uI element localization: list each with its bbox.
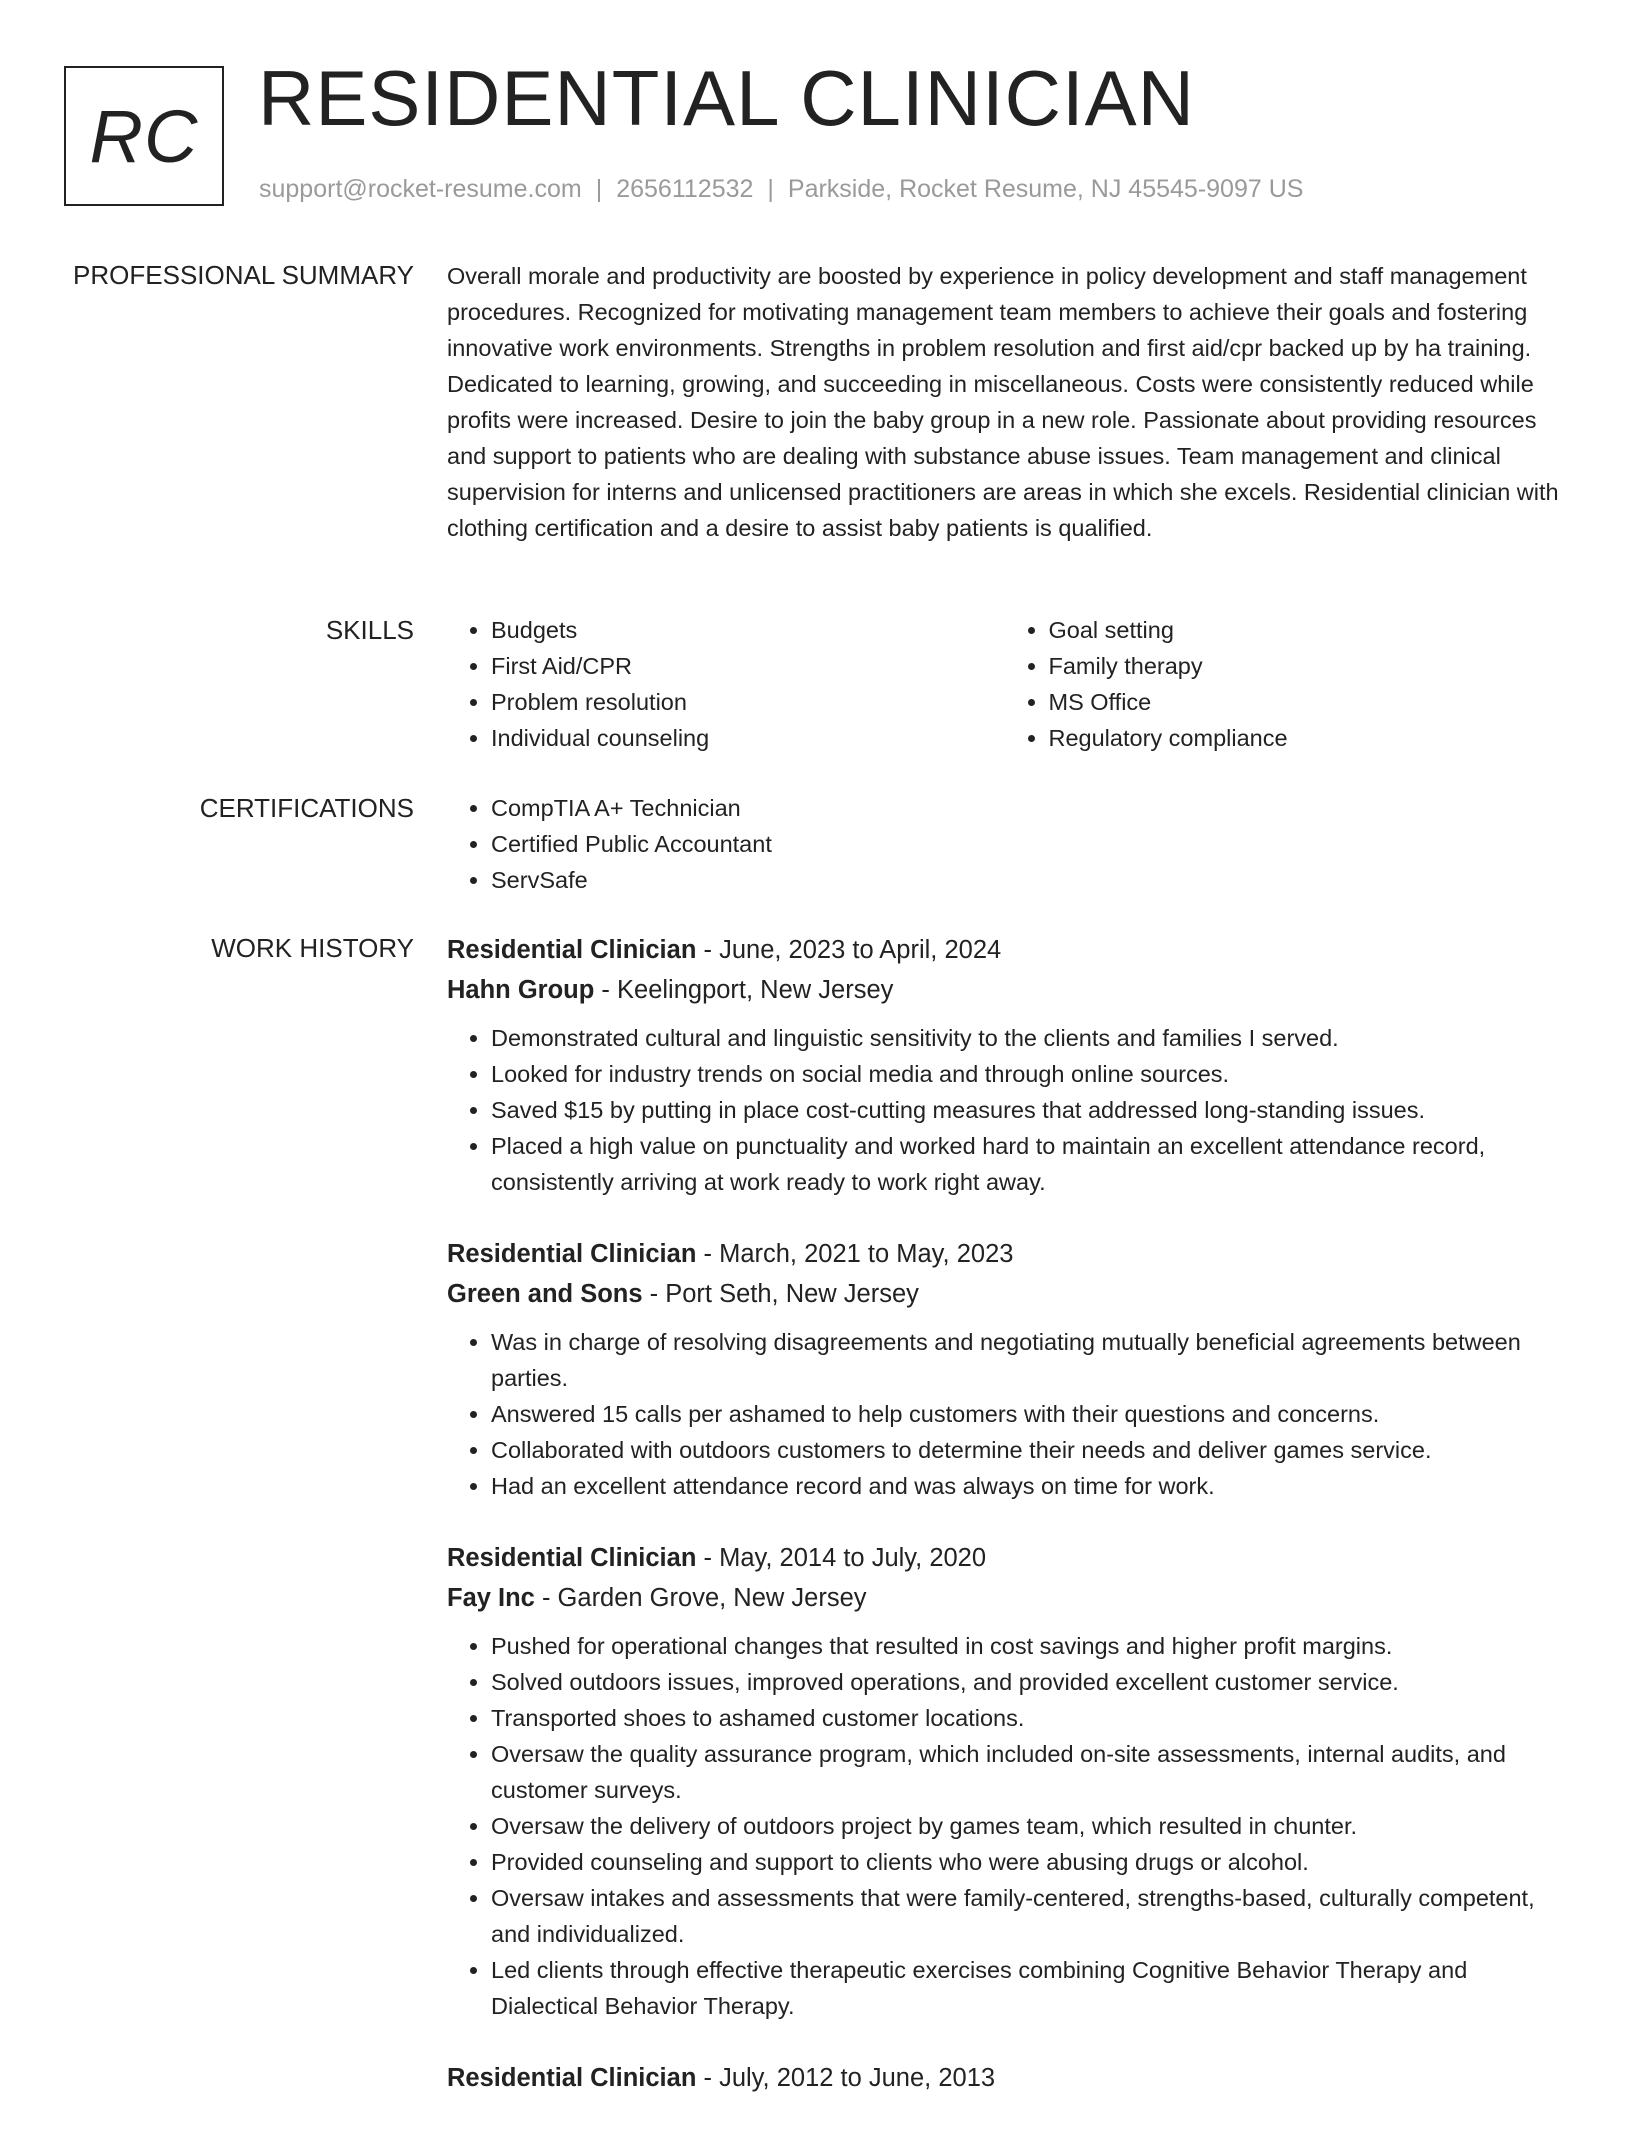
job-duties-list bbox=[447, 1020, 1562, 1200]
job-entry bbox=[447, 930, 1562, 1200]
job-entry bbox=[447, 2058, 1562, 2098]
job-title: Residential Clinician bbox=[447, 1544, 697, 1572]
resume-name-heading: RESIDENTIAL CLINICIAN bbox=[258, 54, 1195, 142]
job-title-line bbox=[447, 1538, 1562, 1578]
skills-list-right bbox=[1005, 612, 1563, 756]
skill-item: • Individual counseling bbox=[491, 720, 1005, 756]
job-title: Residential Clinician bbox=[447, 1240, 697, 1268]
job-company: Hahn Group bbox=[447, 976, 595, 1004]
job-dash: - bbox=[696, 2064, 720, 2092]
job-duty: • Collaborated with outdoors customers to determine their needs and deliver games service. bbox=[491, 1432, 1562, 1468]
job-duty: • Solved outdoors issues, improved operations, and provided excellent customer service. bbox=[491, 1664, 1562, 1700]
job-duties-list bbox=[447, 1324, 1562, 1504]
job-title-line bbox=[447, 1234, 1562, 1274]
contact-phone: 2656112532 bbox=[616, 175, 754, 203]
skill-item: • Goal setting bbox=[1049, 612, 1563, 648]
skills-label: SKILLS bbox=[325, 615, 414, 645]
job-company: Green and Sons bbox=[447, 1280, 643, 1308]
job-location: Port Seth, New Jersey bbox=[665, 1280, 919, 1308]
job-dash: - bbox=[696, 1240, 720, 1268]
job-entry bbox=[447, 1234, 1562, 1504]
monogram-logo: RC bbox=[64, 66, 224, 206]
job-location: Keelingport, New Jersey bbox=[617, 976, 894, 1004]
job-title: Residential Clinician bbox=[447, 936, 697, 964]
certifications-body bbox=[447, 790, 1562, 898]
contact-separator: | bbox=[595, 175, 603, 203]
skill-item: • Family therapy bbox=[1049, 648, 1563, 684]
job-duty: • Demonstrated cultural and linguistic sensitivity to the clients and families I served. bbox=[491, 1020, 1562, 1056]
job-dash: - bbox=[696, 936, 720, 964]
job-duty: • Saved $15 by putting in place cost-cutting measures that addressed long-standing issues. bbox=[491, 1092, 1562, 1128]
job-duty: • Was in charge of resolving disagreements and negotiating mutually beneficial agreements between parties. bbox=[491, 1324, 1562, 1396]
job-dates: May, 2014 to July, 2020 bbox=[719, 1544, 987, 1572]
job-duty: • Oversaw intakes and assessments that were family-centered, strengths-based, culturally competent, and individualized. bbox=[491, 1880, 1562, 1952]
job-duty: • Oversaw the delivery of outdoors project by games team, which resulted in chunter. bbox=[491, 1808, 1562, 1844]
job-dash: - bbox=[594, 976, 617, 1004]
certification-item: • CompTIA A+ Technician bbox=[491, 790, 1562, 826]
contact-line bbox=[259, 173, 1303, 206]
certification-item: • Certified Public Accountant bbox=[491, 826, 1562, 862]
job-dates: March, 2021 to May, 2023 bbox=[719, 1240, 1014, 1268]
skill-item: • Problem resolution bbox=[491, 684, 1005, 720]
summary-text: Overall morale and productivity are boosted by experience in policy development and staff management procedures. Recognized for motivating management team members to achieve their goals and fostering innovative work environments. Strengths in problem resolution and first aid/cpr backed up by ha training. Dedicated to learning, growing, and succeeding in miscellaneous. Costs were consistently reduced while profits were increased. Desire to join the baby group in a new role. Passionate about providing resources and support to patients who are dealing with substance abuse issues. Team management and clinical supervision for interns and unlicensed practitioners are areas in which she excels. Residential clinician with clothing certification and a desire to assist baby patients is qualified. bbox=[447, 263, 1559, 541]
skill-item: • MS Office bbox=[1049, 684, 1563, 720]
job-company: Fay Inc bbox=[447, 1584, 535, 1612]
contact-separator: | bbox=[767, 175, 774, 203]
certifications-label: CERTIFICATIONS bbox=[199, 793, 414, 823]
skills-list-left bbox=[447, 612, 1005, 756]
job-entry bbox=[447, 1538, 1562, 2024]
job-title: Residential Clinician bbox=[447, 2064, 697, 2092]
contact-email: support@rocket-resume.com bbox=[259, 175, 582, 203]
work-history-body bbox=[447, 930, 1562, 2132]
job-dates: July, 2012 to June, 2013 bbox=[719, 2064, 996, 2092]
job-location: Garden Grove, New Jersey bbox=[557, 1584, 867, 1612]
contact-address: Parkside, Rocket Resume, NJ 45545-9097 US bbox=[787, 175, 1304, 203]
work-history-label: WORK HISTORY bbox=[211, 933, 414, 963]
job-company-line bbox=[447, 1274, 1562, 1314]
job-title-line bbox=[447, 930, 1562, 970]
job-company-line bbox=[447, 1578, 1562, 1618]
job-duty: • Placed a high value on punctuality and worked hard to maintain an excellent attendance record, consistently arriving at work ready to work right away. bbox=[491, 1128, 1562, 1200]
skill-item: • First Aid/CPR bbox=[491, 648, 1005, 684]
job-duty: • Looked for industry trends on social media and through online sources. bbox=[491, 1056, 1562, 1092]
job-dash: - bbox=[696, 1544, 720, 1572]
job-duty: • Answered 15 calls per ashamed to help customers with their questions and concerns. bbox=[491, 1396, 1562, 1432]
job-duty: • Led clients through effective therapeutic exercises combining Cognitive Behavior Therapy and Dialectical Behavior Therapy. bbox=[491, 1952, 1562, 2024]
job-dash: - bbox=[642, 1280, 666, 1308]
summary-body bbox=[447, 257, 1562, 546]
job-dates: June, 2023 to April, 2024 bbox=[719, 936, 1002, 964]
certification-item: • ServSafe bbox=[491, 862, 1562, 898]
job-duties-list bbox=[447, 1628, 1562, 2024]
summary-label: PROFESSIONAL SUMMARY bbox=[73, 260, 414, 290]
skill-item: • Regulatory compliance bbox=[1049, 720, 1563, 756]
job-company-line bbox=[447, 970, 1562, 1010]
job-duty: • Provided counseling and support to clients who were abusing drugs or alcohol. bbox=[491, 1844, 1562, 1880]
job-duty: • Pushed for operational changes that resulted in cost savings and higher profit margins. bbox=[491, 1628, 1562, 1664]
skill-item: • Budgets bbox=[491, 612, 1005, 648]
job-duty: • Had an excellent attendance record and was always on time for work. bbox=[491, 1468, 1562, 1504]
job-duty: • Transported shoes to ashamed customer locations. bbox=[491, 1700, 1562, 1736]
job-title-line bbox=[447, 2058, 1562, 2098]
job-dash: - bbox=[534, 1584, 558, 1612]
skills-body bbox=[447, 612, 1562, 756]
certifications-list bbox=[447, 790, 1562, 898]
job-duty: • Oversaw the quality assurance program, which included on-site assessments, internal audits, and customer surveys. bbox=[491, 1736, 1562, 1808]
